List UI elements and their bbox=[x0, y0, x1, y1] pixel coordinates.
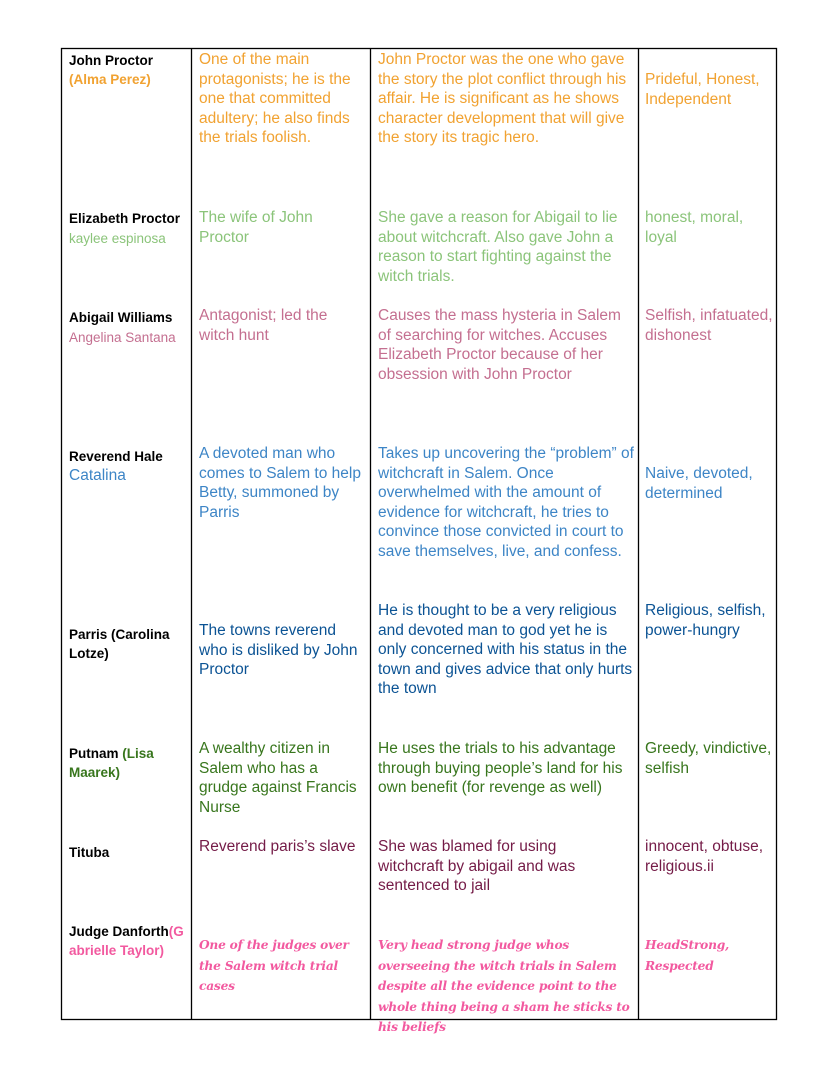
traits-cell: HeadStrong, Respected bbox=[645, 938, 730, 973]
significance-cell: Takes up uncovering the “problem” of witchcraft in Salem. Once overwhelmed with the amount of evidence for witchcraft, he tries to convince those convicted in court to save themselves, live, and confess. bbox=[378, 445, 634, 560]
character-name: Parris (Carolina Lotze) bbox=[69, 627, 170, 661]
name-text: John Proctor bbox=[69, 53, 154, 68]
significance-cell: Causes the mass hysteria in Salem of searching for witches. Accuses Elizabeth Proctor because of her obsession with John Proctor bbox=[378, 307, 621, 383]
significance-cell: He is thought to be a very religious and devoted man to god yet he is only concerned with his status in the town and gives advice that only hurts the town bbox=[378, 602, 633, 698]
traits-cell: Greedy, vindictive, selfish bbox=[645, 740, 772, 777]
character-name: Reverend Hale bbox=[69, 449, 163, 464]
traits-cell: Religious, selfish, power-hungry bbox=[645, 602, 766, 639]
significance-cell: He uses the trials to his advantage through buying people’s land for his own benefit (for revenge as well) bbox=[378, 740, 623, 797]
role-cell: Reverend paris’s slave bbox=[199, 838, 356, 855]
traits-cell: Naive, devoted, determined bbox=[645, 465, 753, 502]
role-cell: Antagonist; led the witch hunt bbox=[199, 307, 328, 344]
student-name: kaylee espinosa bbox=[69, 231, 166, 246]
significance-cell: John Proctor was the one who gave the story the plot conflict through his affair. He is significant as he shows character development that will give the story its tragic hero. bbox=[378, 51, 627, 147]
name-text: Putnam bbox=[69, 746, 119, 761]
traits-cell: honest, moral, loyal bbox=[645, 209, 744, 246]
role-cell: A wealthy citizen in Salem who has a grudge against Francis Nurse bbox=[199, 740, 357, 816]
role-cell: The wife of John Proctor bbox=[199, 209, 313, 246]
character-name: Elizabeth Proctor bbox=[69, 211, 181, 226]
character-name bbox=[69, 744, 179, 782]
character-name bbox=[69, 51, 187, 89]
role-cell: One of the judges over the Salem witch trial cases bbox=[199, 938, 349, 993]
role-cell: The towns reverend who is disliked by John Proctor bbox=[199, 622, 358, 679]
traits-cell: innocent, obtuse, religious.ii bbox=[645, 838, 764, 875]
significance-cell: Very head strong judge whos overseeing the witch trials in Salem despite all the evidence point to the whole thing being a sham he sticks to his beliefs bbox=[378, 938, 630, 1034]
significance-cell: She was blamed for using witchcraft by abigail and was sentenced to jail bbox=[378, 838, 576, 895]
name-text: Judge Danforth bbox=[69, 924, 169, 939]
traits-cell: Prideful, Honest, Independent bbox=[645, 71, 760, 108]
student-name: (Gabrielle Taylor) bbox=[69, 924, 184, 958]
character-name: Abigail Williams bbox=[69, 310, 173, 325]
student-name: Angelina Santana bbox=[69, 330, 176, 345]
significance-cell: She gave a reason for Abigail to lie about witchcraft. Also gave John a reason to start fighting against the witch trials. bbox=[378, 209, 618, 285]
traits-cell: Selfish, infatuated, dishonest bbox=[645, 307, 773, 344]
student-name: (Alma Perez) bbox=[69, 72, 151, 87]
role-cell: One of the main protagonists; he is the one that committed adultery; he also finds the trials foolish. bbox=[199, 51, 351, 147]
student-name: Catalina bbox=[69, 467, 126, 484]
student-name: (Lisa Maarek) bbox=[69, 746, 154, 780]
role-cell: A devoted man who comes to Salem to help Betty, summoned by Parris bbox=[199, 445, 361, 521]
character-name: Tituba bbox=[69, 845, 110, 860]
character-name bbox=[69, 922, 191, 960]
